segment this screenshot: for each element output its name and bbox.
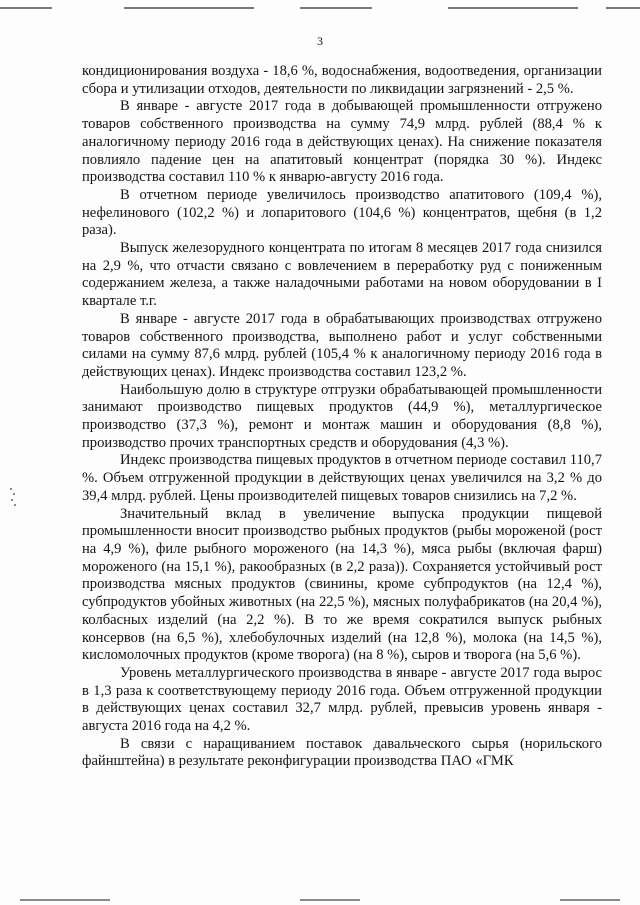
document-body <box>82 63 602 771</box>
page-number: 3 <box>317 34 323 48</box>
paragraph-food-contribution: Значительный вклад в увеличение выпуска продукции пищевой промышленности вносит производство рыбных продуктов (рыбы мороженой (рост на 4,9 %), филе рыбного мороженого (на 14,3 %), мяса рыбы (включая фарш) мороженого (на 15,1 %), ракообразных (в 2,2 раза)). Сохраняется устойчивый рост производства мясных продуктов (свинины, кроме субпродуктов (на 12,4 %), субпродуктов убойных животных (на 22,5 %), мясных полуфабрикатов (на 20,4 %), колбасных изделий (на 2,2 %). В то же время сократился выпуск рыбных консервов (на 6,5 %), хлебобулочных изделий (на 12,8 %), молока (на 14,5 %), кисломолочных продуктов (кроме творога) (на 8 %), сыров и творога (на 5,6 %). <box>82 505 602 664</box>
paragraph-food-index: Индекс производства пищевых продуктов в отчетном периоде составил 110,7 %. Объем отгруженной продукции в действующих ценах увеличился на 3,2 % до 39,4 млрд. рублей. Цены производителей пищевых товаров снизились на 7,2 %. <box>82 452 602 504</box>
top-scan-edge <box>0 7 640 9</box>
paragraph-concentrates: В отчетном периоде увеличилось производство апатитового (109,4 %), нефелинового (102,2 %) и лопаритового (104,6 %) концентратов, щебня (в 1,2 раза). <box>82 186 602 239</box>
paragraph-iron-ore: Выпуск железорудного концентрата по итогам 8 месяцев 2017 года снизился на 2,9 %, что отчасти связано с вовлечением в переработку руд с пониженным содержанием железа, а также наладочными работами на новом оборудовании в I квартале т.г. <box>82 240 602 310</box>
bottom-scan-edge <box>0 899 640 901</box>
paragraph-manufacturing-structure: Наибольшую долю в структуре отгрузки обрабатывающей промышленности занимают производство пищевых продуктов (44,9 %), металлургическое производство (37,3 %), ремонт и монтаж машин и оборудования (8,8 %), производство прочих транспортных средств и оборудования (4,3 %). <box>82 381 602 451</box>
paragraph-mining-shipments: В январе - августе 2017 года в добывающей промышленности отгружено товаров собственного производства на сумму 74,9 млрд. рублей (88,4 % к аналогичному периоду 2016 года в действующих ценах). На снижение показателя повлияло падение цен на апатитовый концентрат (порядка 30 %). Индекс производства составил 110 % к январю-августу 2016 года. <box>82 98 602 186</box>
paragraph-1-continuation: кондиционирования воздуха - 18,6 %, водоснабжения, водоотведения, организации сбора и утилизации отходов, деятельности по ликвидации загрязнений - 2,5 %. <box>82 63 602 97</box>
paragraph-manufacturing-shipments: В январе - августе 2017 года в обрабатывающих производствах отгружено товаров собственного производства, выполнено работ и услуг собственными силами на сумму 87,6 млрд. рублей (105,4 % к аналогичному периоду 2016 года в действующих ценах). Индекс производства составил 123,2 %. <box>82 310 602 380</box>
scan-artifact-marks <box>10 488 18 508</box>
paragraph-tolling-raw-materials: В связи с наращиванием поставок давальческого сырья (норильского файнштейна) в результате реконфигурации производства ПАО «ГМК <box>82 735 602 770</box>
paragraph-metallurgy: Уровень металлургического производства в январе - августе 2017 года вырос в 1,3 раза к соответствующему периоду 2016 года. Объем отгруженной продукции в действующих ценах составил 32,7 млрд. рублей, превысив уровень января - августа 2016 года на 4,2 %. <box>82 664 602 735</box>
